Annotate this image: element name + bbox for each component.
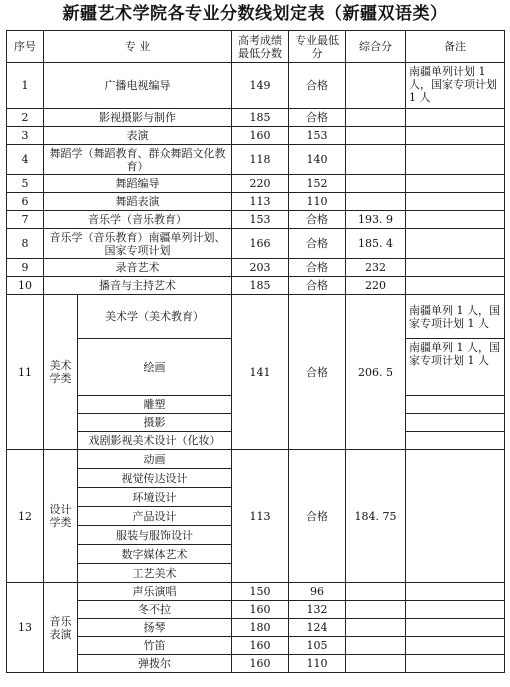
row-prof: 合格 — [289, 277, 346, 295]
row-comp — [346, 109, 406, 127]
row-note — [406, 109, 505, 127]
row-comp: 193. 9 — [346, 211, 406, 229]
group-note-empty — [406, 655, 505, 673]
group-item: 工艺美术 — [78, 564, 232, 583]
table-row — [7, 277, 505, 295]
row-seq: 8 — [7, 229, 44, 259]
group-gaokao: 180 — [232, 619, 289, 637]
row-note — [406, 193, 505, 211]
header-row — [7, 31, 505, 63]
group-comp-empty — [346, 637, 406, 655]
group-item: 冬不拉 — [78, 601, 232, 619]
group-gaokao: 150 — [232, 583, 289, 601]
table-row — [7, 175, 505, 193]
group-prof: 合格 — [289, 450, 346, 583]
row-gaokao: 118 — [232, 145, 289, 175]
group-item: 视觉传达设计 — [78, 469, 232, 488]
group-row-music — [7, 655, 505, 673]
group-note-empty — [406, 601, 505, 619]
row-seq: 5 — [7, 175, 44, 193]
row-gaokao: 185 — [232, 109, 289, 127]
group-item: 竹笛 — [78, 637, 232, 655]
row-seq: 1 — [7, 63, 44, 109]
row-note — [406, 175, 505, 193]
row-prof: 140 — [289, 145, 346, 175]
group-item: 服装与服饰设计 — [78, 526, 232, 545]
row-major: 广播电视编导 — [44, 63, 232, 109]
row-note — [406, 259, 505, 277]
table-row — [7, 109, 505, 127]
group-note-empty — [406, 583, 505, 601]
table-row — [7, 63, 505, 109]
group-seq: 13 — [7, 583, 44, 673]
row-seq: 10 — [7, 277, 44, 295]
header-major: 专 业 — [44, 31, 232, 63]
group-item: 美术学（美术教育） — [78, 295, 232, 339]
group-note: 南疆单列 1 人，国家专项计划 1 人 — [406, 339, 505, 396]
group-note-empty — [406, 396, 505, 414]
group-note: 南疆单列 1 人，国家专项计划 1 人 — [406, 295, 505, 339]
group-item: 摄影 — [78, 414, 232, 432]
row-major: 舞蹈表演 — [44, 193, 232, 211]
row-comp — [346, 63, 406, 109]
row-note — [406, 277, 505, 295]
group-comp-empty — [346, 601, 406, 619]
table-row — [7, 229, 505, 259]
row-seq: 4 — [7, 145, 44, 175]
row-gaokao: 220 — [232, 175, 289, 193]
group-row-design — [7, 450, 505, 469]
row-prof: 152 — [289, 175, 346, 193]
table-row — [7, 211, 505, 229]
row-prof: 153 — [289, 127, 346, 145]
row-seq: 6 — [7, 193, 44, 211]
row-note — [406, 211, 505, 229]
table-row — [7, 259, 505, 277]
row-comp — [346, 193, 406, 211]
group-row-music — [7, 583, 505, 601]
group-item: 弹拨尔 — [78, 655, 232, 673]
group-gaokao: 160 — [232, 655, 289, 673]
group-prof: 96 — [289, 583, 346, 601]
group-item: 声乐演唱 — [78, 583, 232, 601]
row-major: 录音艺术 — [44, 259, 232, 277]
row-prof: 合格 — [289, 211, 346, 229]
row-major: 影视摄影与制作 — [44, 109, 232, 127]
group-note-empty — [406, 414, 505, 432]
header-prof: 专业最低分 — [289, 31, 346, 63]
group-prof: 132 — [289, 601, 346, 619]
row-major: 舞蹈学（舞蹈教育、群众舞蹈文化教育） — [44, 145, 232, 175]
header-seq: 序号 — [7, 31, 44, 63]
row-gaokao: 153 — [232, 211, 289, 229]
group-row-music — [7, 601, 505, 619]
row-comp — [346, 175, 406, 193]
group-note-empty — [406, 432, 505, 450]
row-comp — [346, 145, 406, 175]
group-comp: 206. 5 — [346, 295, 406, 450]
row-seq: 9 — [7, 259, 44, 277]
score-table — [6, 30, 505, 673]
group-comp-empty — [346, 583, 406, 601]
row-major: 音乐学（音乐教育）南疆单列计划、国家专项计划 — [44, 229, 232, 259]
row-gaokao: 185 — [232, 277, 289, 295]
group-row-music — [7, 637, 505, 655]
header-comp: 综合分 — [346, 31, 406, 63]
group-note-empty — [406, 619, 505, 637]
row-note — [406, 229, 505, 259]
group-item: 数字媒体艺术 — [78, 545, 232, 564]
row-note — [406, 127, 505, 145]
row-gaokao: 166 — [232, 229, 289, 259]
row-prof: 合格 — [289, 229, 346, 259]
row-prof: 合格 — [289, 63, 346, 109]
row-seq: 2 — [7, 109, 44, 127]
row-prof: 110 — [289, 193, 346, 211]
group-comp: 184. 75 — [346, 450, 406, 583]
row-note — [406, 145, 505, 175]
row-prof: 合格 — [289, 259, 346, 277]
group-gaokao: 113 — [232, 450, 289, 583]
group-item: 扬琴 — [78, 619, 232, 637]
row-seq: 3 — [7, 127, 44, 145]
table-row — [7, 127, 505, 145]
group-note-empty — [406, 637, 505, 655]
group-comp-empty — [346, 619, 406, 637]
row-comp: 185. 4 — [346, 229, 406, 259]
group-item: 环境设计 — [78, 488, 232, 507]
group-prof: 105 — [289, 637, 346, 655]
group-item: 产品设计 — [78, 507, 232, 526]
row-comp: 232 — [346, 259, 406, 277]
group-item: 雕塑 — [78, 396, 232, 414]
row-comp: 220 — [346, 277, 406, 295]
page-title: 新疆艺术学院各专业分数线划定表（新疆双语类） — [62, 4, 448, 24]
group-gaokao: 141 — [232, 295, 289, 450]
header-note: 备注 — [406, 31, 505, 63]
row-gaokao: 113 — [232, 193, 289, 211]
group-gaokao: 160 — [232, 601, 289, 619]
row-gaokao: 203 — [232, 259, 289, 277]
row-seq: 7 — [7, 211, 44, 229]
group-item: 绘画 — [78, 339, 232, 396]
row-major: 舞蹈编导 — [44, 175, 232, 193]
row-comp — [346, 127, 406, 145]
group-category: 美术学类 — [44, 295, 78, 450]
group-note-empty — [406, 450, 505, 583]
row-major: 播音与主持艺术 — [44, 277, 232, 295]
group-seq: 12 — [7, 450, 44, 583]
group-item: 戏剧影视美术设计（化妆） — [78, 432, 232, 450]
row-major: 音乐学（音乐教育） — [44, 211, 232, 229]
table-row — [7, 193, 505, 211]
group-row-music — [7, 619, 505, 637]
group-item: 动画 — [78, 450, 232, 469]
row-note: 南疆单列计划 1 人，国家专项计划 1 人 — [406, 63, 505, 109]
header-gaokao: 高考成绩最低分数 — [232, 31, 289, 63]
row-prof: 合格 — [289, 109, 346, 127]
group-prof: 124 — [289, 619, 346, 637]
table-row — [7, 145, 505, 175]
group-category: 设计学类 — [44, 450, 78, 583]
group-row-art — [7, 295, 505, 339]
row-major: 表演 — [44, 127, 232, 145]
group-seq: 11 — [7, 295, 44, 450]
row-gaokao: 160 — [232, 127, 289, 145]
group-gaokao: 160 — [232, 637, 289, 655]
group-category: 音乐表演 — [44, 583, 78, 673]
group-prof: 110 — [289, 655, 346, 673]
group-comp-empty — [346, 655, 406, 673]
row-gaokao: 149 — [232, 63, 289, 109]
group-prof: 合格 — [289, 295, 346, 450]
